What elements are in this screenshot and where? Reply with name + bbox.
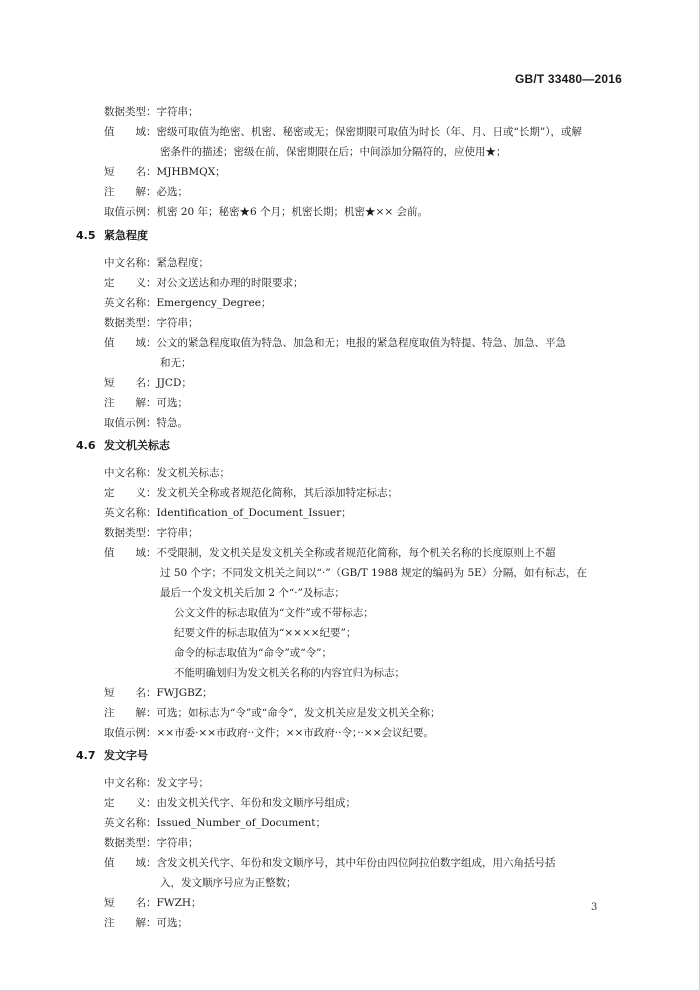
section-title: 发文字号 [104, 749, 148, 762]
field-domain-continuation: 最后一个发文机关后加 2 个“·”及标志； [160, 587, 345, 599]
standard-number: GB/T 33480—2016 [514, 72, 622, 86]
field-note: 注 解：可选； [104, 397, 188, 409]
field-note: 注 解：可选； [104, 917, 188, 929]
field-domain-continuation: 命令的标志取值为“命令”或“令”； [174, 647, 332, 659]
field-domain: 值 域：不受限制，发文机关是发文机关全称或者规范化简称，每个机关名称的长度原则上不超 [104, 547, 556, 559]
section-number: 4.7 [76, 749, 96, 762]
field-example: 取值示例：××市委·××市政府··文件；××市政府··令；··××会议纪要。 [104, 727, 434, 739]
field-short-name: 短 名：FWJGBZ； [104, 687, 213, 699]
field-domain: 值 域：公文的紧急程度取值为特急、加急和无；电报的紧急程度取值为特提、特急、加急、平急 [104, 337, 566, 349]
field-example: 取值示例：特急。 [104, 417, 188, 429]
page-number: 3 [591, 902, 598, 913]
field-domain-continuation: 不能明确划归为发文机关名称的内容宜归为标志； [174, 667, 405, 679]
field-example: 取值示例：机密 20 年；秘密★6 个月；机密长期；机密★×× 会前。 [104, 206, 428, 218]
field-data-type: 数据类型：字符串； [104, 106, 199, 118]
field-domain-continuation: 公文文件的标志取值为“文件”或不带标志； [174, 607, 374, 619]
field-short-name: 短 名：FWZH； [104, 897, 202, 909]
field-data-type: 数据类型：字符串； [104, 317, 199, 329]
field-domain-continuation: 密条件的描述；密级在前，保密期限在后；中间添加分隔符的，应使用★； [160, 146, 507, 158]
field-domain-continuation: 入，发文顺序号应为正整数； [160, 877, 297, 889]
field-en-name: 英文名称：Identification_of_Document_Issuer； [104, 507, 352, 519]
field-domain-continuation: 和无； [160, 357, 192, 369]
field-short-name: 短 名：MJHBMQX； [104, 166, 226, 178]
section-title: 发文机关标志 [104, 439, 170, 452]
field-data-type: 数据类型：字符串； [104, 527, 199, 539]
field-en-name: 英文名称：Emergency_Degree； [104, 297, 272, 309]
field-definition: 定 义：由发文机关代字、年份和发文顺序号组成； [104, 797, 356, 809]
section-title: 紧急程度 [104, 229, 148, 242]
field-short-name: 短 名：JJCD； [104, 377, 192, 389]
field-domain: 值 域：密级可取值为绝密、机密、秘密或无；保密期限可取值为时长（年、月、日或“长期”），或解 [104, 126, 582, 138]
section-heading [76, 226, 148, 246]
section-number: 4.5 [76, 229, 96, 242]
field-en-name: 英文名称：Issued_Number_of_Document； [104, 817, 326, 829]
section-number: 4.6 [76, 439, 96, 452]
section-heading [76, 436, 170, 456]
field-domain-continuation: 过 50 个字；不同发文机关之间以“·”（GB/T 1988 规定的编码为 5E）分隔，如有标志，在 [160, 567, 587, 579]
field-data-type: 数据类型：字符串； [104, 837, 199, 849]
field-domain-continuation: 纪要文件的标志取值为“××××纪要”； [174, 627, 357, 639]
field-cn-name: 中文名称：发文字号； [104, 777, 209, 789]
field-note: 注 解：可选；如标志为“令”或“命令”，发文机关应是发文机关全称； [104, 707, 441, 719]
field-cn-name: 中文名称：发文机关标志； [104, 467, 230, 479]
section-heading [76, 746, 148, 766]
field-note: 注 解：必选； [104, 186, 188, 198]
field-definition: 定 义：发文机关全称或者规范化简称，其后添加特定标志； [104, 487, 398, 499]
field-definition: 定 义：对公文送达和办理的时限要求； [104, 277, 304, 289]
field-cn-name: 中文名称：紧急程度； [104, 257, 209, 269]
field-domain: 值 域：含发文机关代字、年份和发文顺序号，其中年份由四位阿拉伯数字组成，用六角括号括 [104, 857, 556, 869]
